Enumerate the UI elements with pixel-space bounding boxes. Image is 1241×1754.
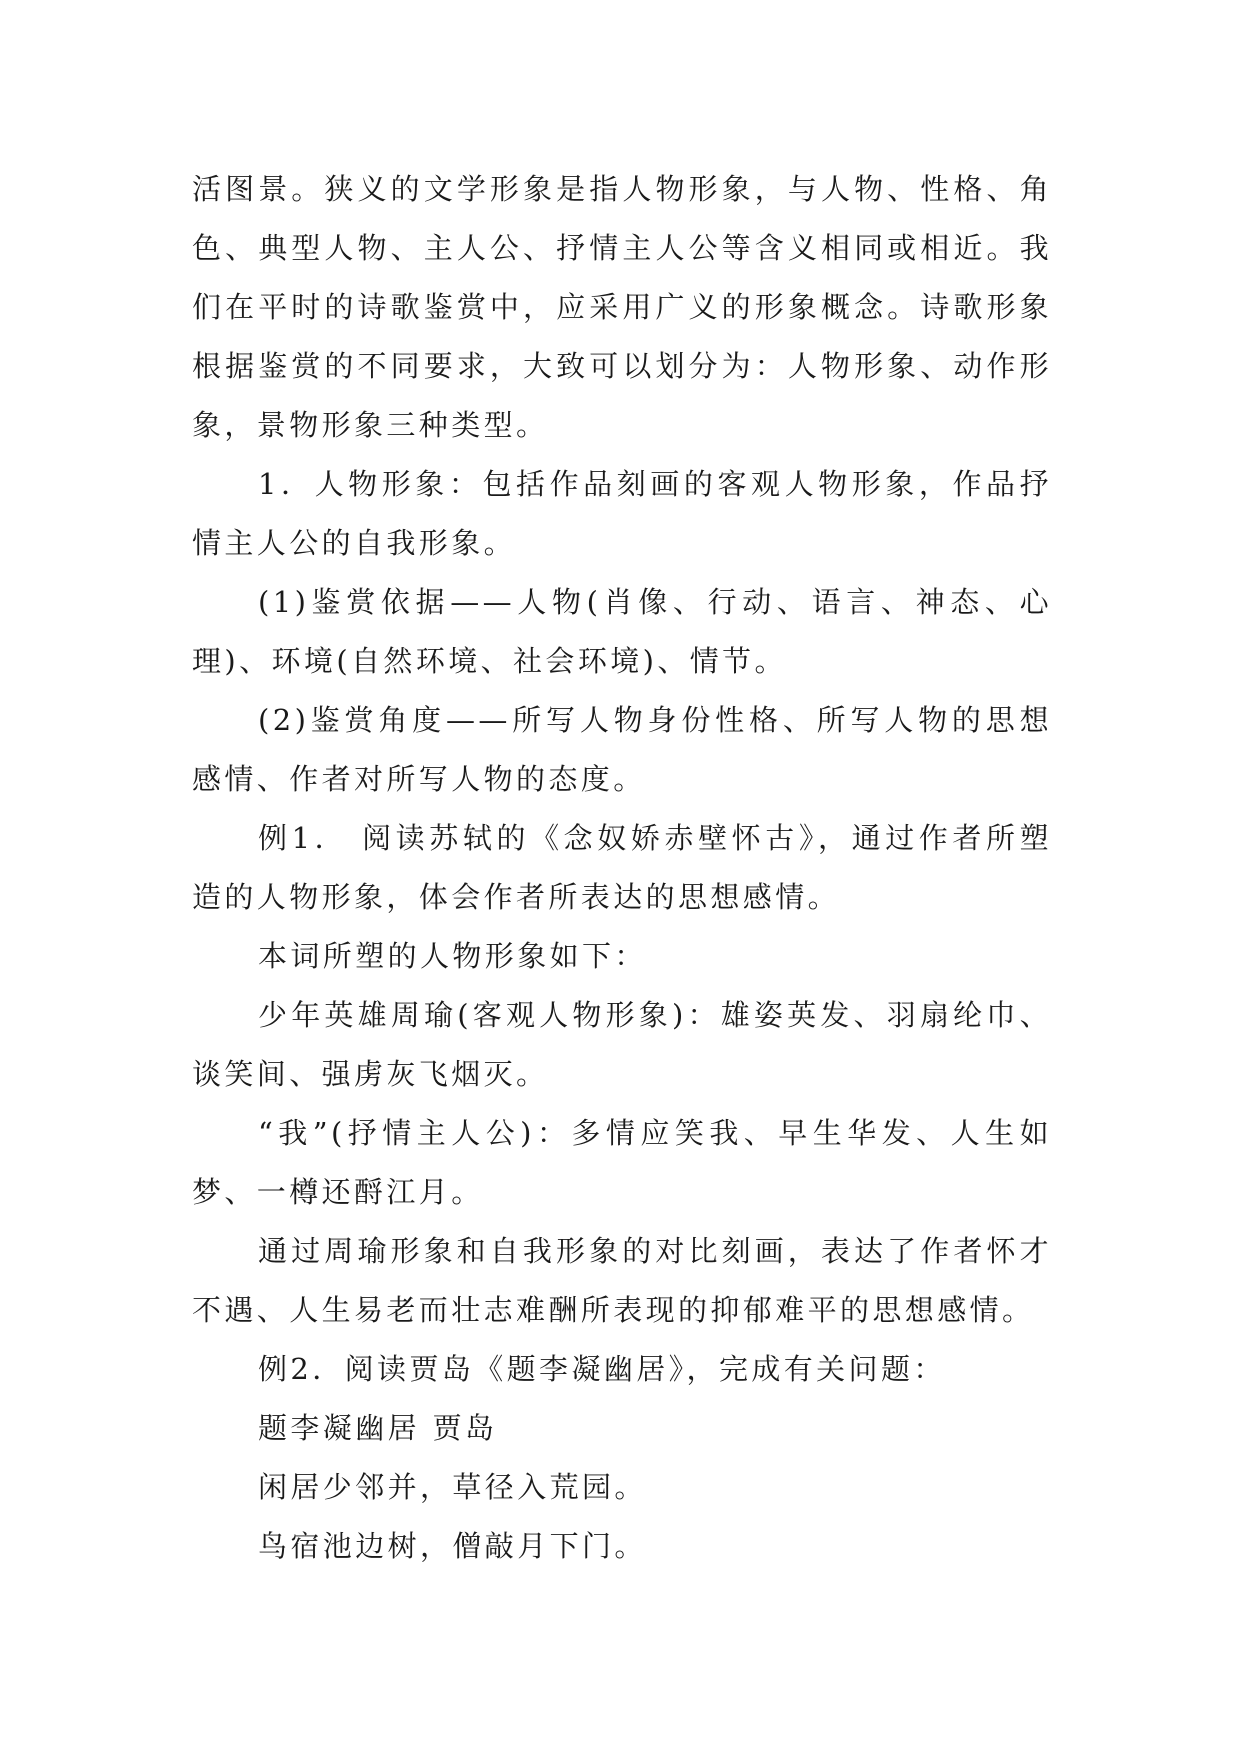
poem-line-1: 闲居少邻并，草径入荒园。 — [258, 1470, 647, 1504]
poem-line-2: 鸟宿池边树，僧敲月下门。 — [258, 1529, 647, 1563]
paragraph-appreciation-angle: (2)鉴赏角度——所写人物身份性格、所写人物的思想感情、作者对所写人物的态度。 — [192, 703, 1052, 796]
paragraph-example-1: 例1． 阅读苏轼的《念奴娇赤壁怀古》，通过作者所塑造的人物形象，体会作者所表达的思想感情。 — [192, 821, 1052, 914]
paragraph-lyric-self: “我”(抒情主人公)：多情应笑我、早生华发、人生如梦、一樽还酹江月。 — [192, 1116, 1052, 1209]
poem-title-author: 题李凝幽居 贾岛 — [258, 1411, 498, 1445]
document-page — [192, 160, 1052, 1576]
paragraph-ci-character-images: 本词所塑的人物形象如下： — [258, 939, 647, 973]
paragraph-appreciation-basis: (1)鉴赏依据——人物(肖像、行动、语言、神态、心理)、环境(自然环境、社会环境)、情节。 — [192, 585, 1052, 678]
paragraph-example-2: 例2．阅读贾岛《题李凝幽居》，完成有关问题： — [258, 1352, 946, 1386]
paragraph-contrast-conclusion: 通过周瑜形象和自我形象的对比刻画，表达了作者怀才不遇、人生易老而壮志难酬所表现的抑郁难平的思想感情。 — [192, 1234, 1052, 1327]
paragraph-zhou-yu: 少年英雄周瑜(客观人物形象)：雄姿英发、羽扇纶巾、谈笑间、强虏灰飞烟灭。 — [192, 998, 1052, 1091]
paragraph-character-image: 1．人物形象：包括作品刻画的客观人物形象，作品抒情主人公的自我形象。 — [192, 467, 1052, 560]
paragraph-literary-image-definition: 活图景。狭义的文学形象是指人物形象，与人物、性格、角色、典型人物、主人公、抒情主人公等含义相同或相近。我们在平时的诗歌鉴赏中，应采用广义的形象概念。诗歌形象根据鉴赏的不同要求，大致可以划分为：人物形象、动作形象，景物形象三种类型。 — [192, 172, 1052, 442]
